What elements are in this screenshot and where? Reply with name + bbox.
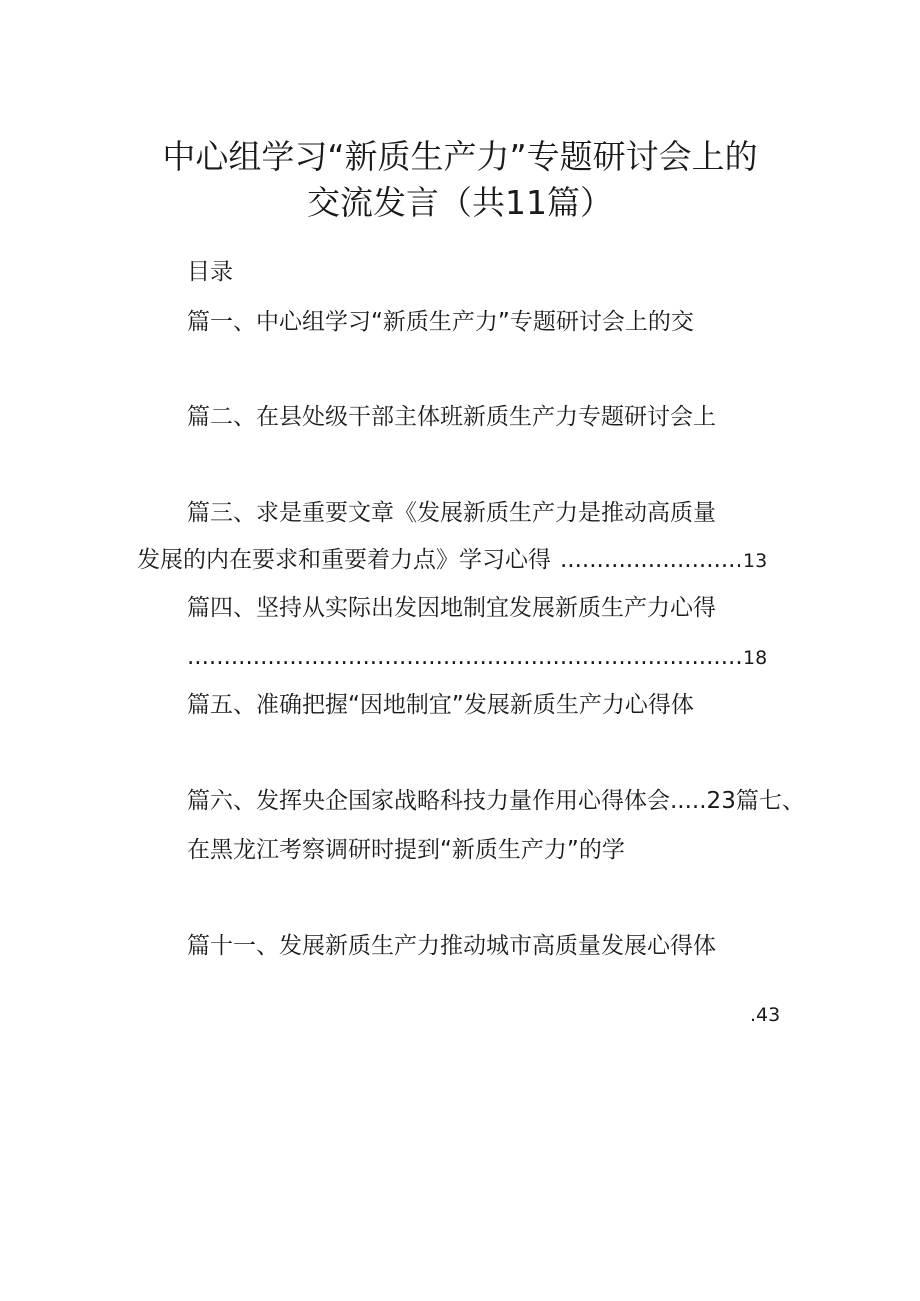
toc-entry-4-page-number: 18 (743, 647, 768, 669)
toc-entry-3-continuation[interactable]: 发展的内在要求和重要着力点》学习心得 (137, 547, 551, 573)
toc-entry-5[interactable]: 篇五、准确把握“因地制宜”发展新质生产力心得体 (187, 692, 694, 718)
toc-entry-7-continuation[interactable]: 在黑龙江考察调研时提到“新质生产力”的学 (187, 837, 625, 863)
toc-entry-3-page-number: 13 (743, 550, 768, 572)
toc-entry-3[interactable]: 篇三、求是重要文章《发展新质生产力是推动高质量 (187, 500, 716, 526)
toc-entry-2[interactable]: 篇二、在县处级干部主体班新质生产力专题研讨会上 (187, 404, 716, 430)
document-title-line-1: 中心组学习“新质生产力”专题研讨会上的 (162, 137, 758, 176)
document-title-line-2: 交流发言（共11篇） (307, 183, 613, 222)
toc-entry-6[interactable]: 篇六、发挥央企国家战略科技力量作用心得体会.....23篇七、 (187, 788, 805, 814)
toc-entry-3-leader-dots (560, 545, 740, 575)
toc-entry-4-leader-dots (187, 642, 741, 672)
toc-entry-1[interactable]: 篇一、中心组学习“新质生产力”专题研讨会上的交 (187, 309, 694, 335)
toc-entry-11[interactable]: 篇十一、发展新质生产力推动城市高质量发展心得体 (187, 933, 716, 959)
toc-entry-4[interactable]: 篇四、坚持从实际出发因地制宜发展新质生产力心得 (187, 595, 716, 621)
toc-entry-11-page-number: .43 (750, 1004, 781, 1026)
toc-heading: 目录 (187, 259, 233, 285)
